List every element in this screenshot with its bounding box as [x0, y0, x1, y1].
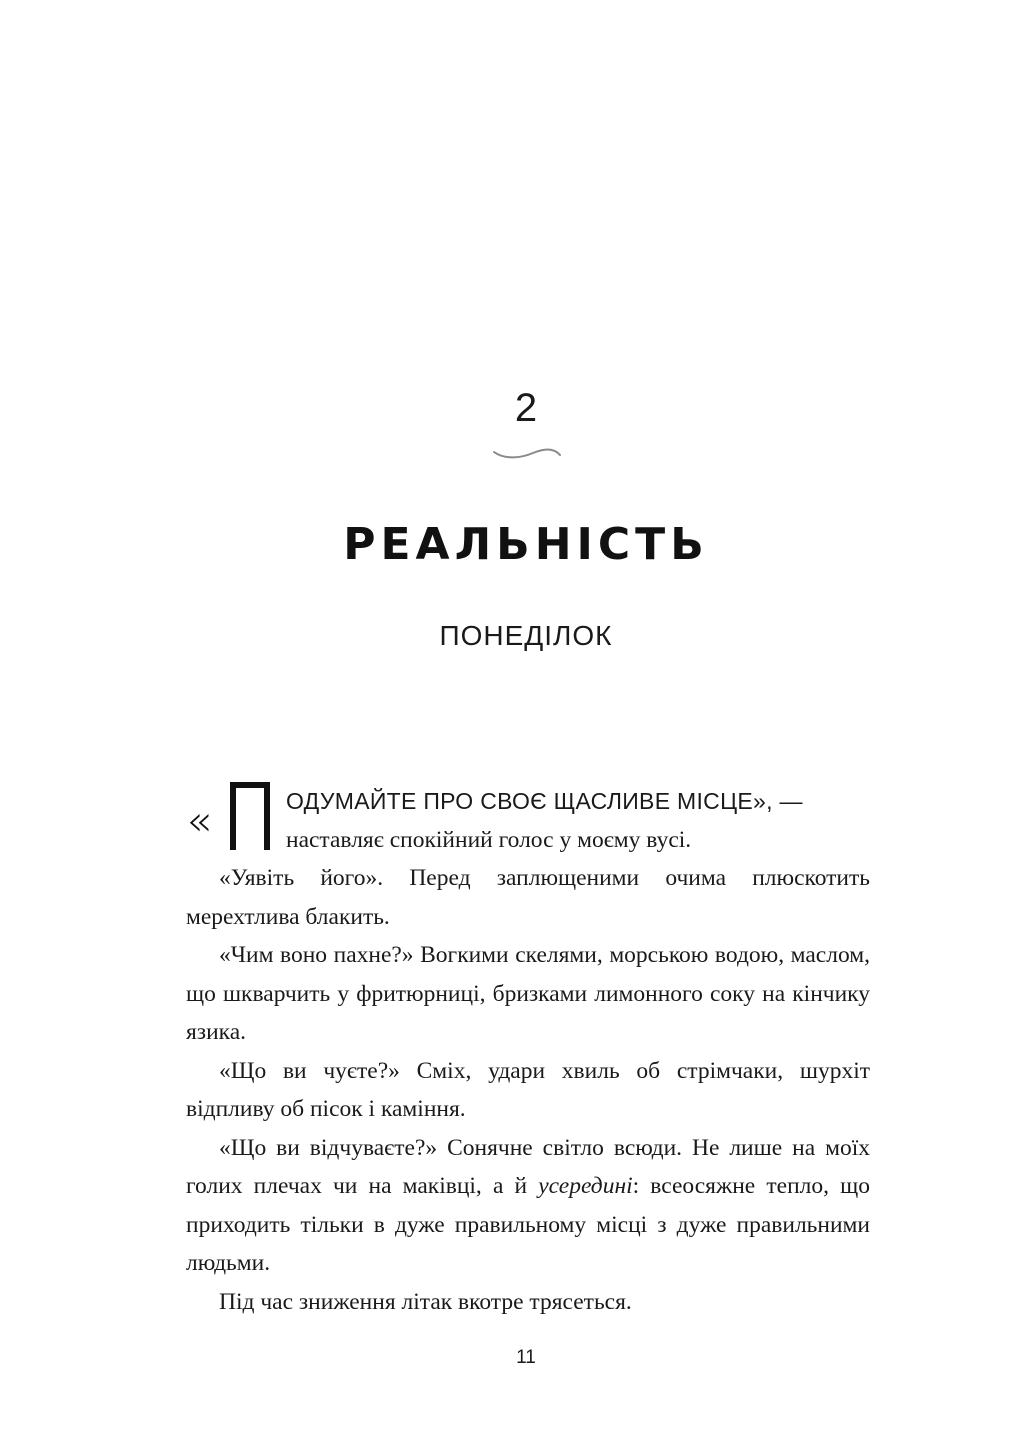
paragraph: «Що ви чуєте?» Сміх, удари хвиль об стрімчаки, шурхіт відпливу об пісок і каміння.	[186, 1057, 870, 1122]
chapter-body	[186, 782, 870, 1321]
paragraph	[186, 1129, 870, 1283]
paragraph: «Уявіть його». Перед заплющеними очима плюскотить мерехтлива блакить.	[186, 865, 870, 930]
chapter-subtitle: ПОНЕДІЛОК	[439, 620, 613, 651]
italic-emphasis: усередині	[538, 1173, 633, 1199]
paragraph-text: «Що ви відчуваєте?» Сонячне світло всюди. Не лише на моїх голих плечах чи на маківці, а й	[186, 1134, 870, 1199]
opening-line-smallcaps: ОДУМАЙТЕ ПРО СВОЄ ЩАСЛИВЕ МІСЦЕ», —	[286, 788, 803, 814]
chapter-number: 2	[514, 386, 538, 430]
dropcap-opening-quote: «	[186, 796, 212, 845]
chapter-title: РЕАЛЬНІСТЬ	[343, 519, 709, 570]
swash-ornament-icon	[491, 442, 563, 462]
opening-line-continuation: наставляє спокійний голос у моєму вусі.	[286, 826, 692, 853]
paragraph: «Чим воно пахне?» Вогкими скелями, морською водою, маслом, що шкварчить у фритюрниці, бризками лимонного соку на кінчику язика.	[186, 942, 870, 1045]
opening-paragraph	[186, 782, 870, 859]
paragraph: Під час зниження літак вкотре трясеться.	[219, 1288, 632, 1315]
dropcap-letter	[230, 782, 270, 850]
page-number: 11	[516, 1347, 536, 1368]
paragraph-text: : всеосяжне тепло, що приходить тільки в дуже правильному місці з дуже правильними людьми.	[186, 1173, 870, 1276]
